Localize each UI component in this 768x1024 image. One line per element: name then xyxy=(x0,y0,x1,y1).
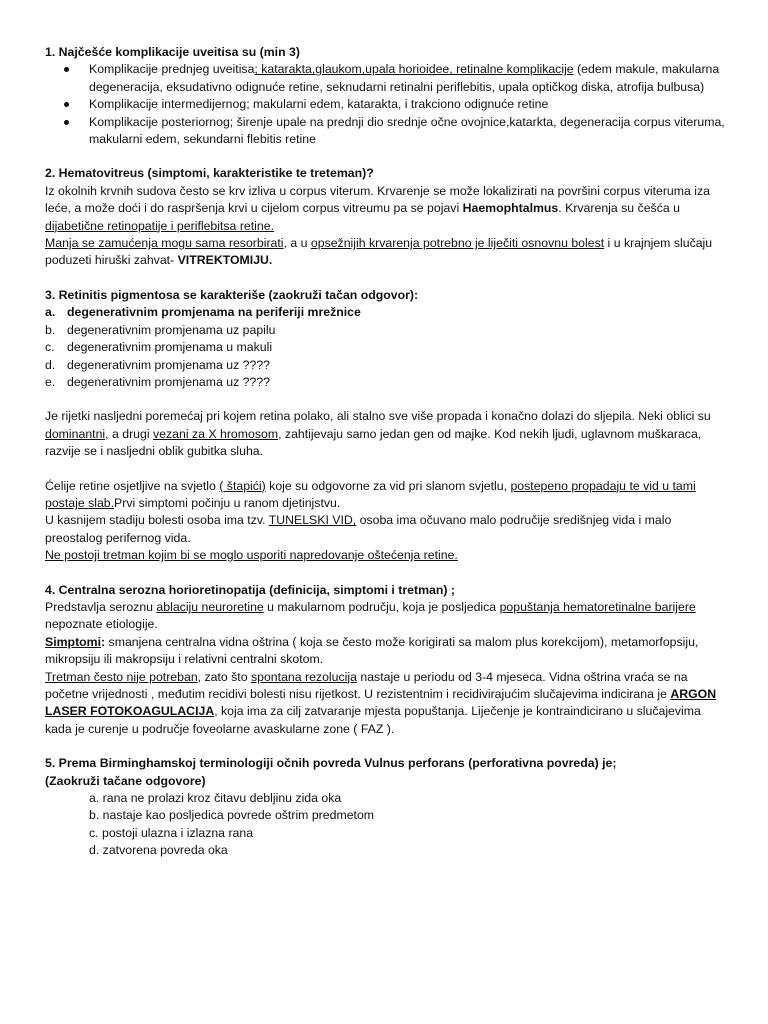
text-run: i u krajnjem slučaju poduzeti hiruški zahvat- xyxy=(45,236,713,268)
text-run: osoba ima očuvano malo područije središnjeg vida i malo preostalog perifernog vida. xyxy=(45,513,672,545)
text-run: Predstavlja seroznu xyxy=(45,599,157,614)
spacer xyxy=(45,738,728,755)
option-text: degenerativnim promjenama na periferiji mrežnice xyxy=(67,305,361,320)
text-run: : xyxy=(101,634,106,649)
text-run: koje su odgovorne za vid pri slanom svjetlu, xyxy=(265,478,511,493)
question-5 xyxy=(45,755,728,859)
bullet-lead: Komplikacije prednjeg uveitisa xyxy=(89,62,255,77)
question-1 xyxy=(45,44,728,148)
underlined-text: dominantni, xyxy=(45,426,109,441)
underlined-text: Simptomi xyxy=(45,634,102,649)
bold-term: VITREKTOMIJU. xyxy=(177,253,273,268)
bullet-text: Komplikacije intermedijernog; makularni edem, katarakta, i trakciono odignuće retine xyxy=(89,97,549,112)
question-1-title: 1. Najčešće komplikacije uveitisa su (min 3) xyxy=(45,45,300,59)
answer-option-a[interactable]: a. rana ne prolazi kroz čitavu debljinu zida oka xyxy=(89,791,342,806)
paragraph xyxy=(45,408,728,460)
text-run: . Krvarenja su češća u xyxy=(558,201,680,216)
paragraph xyxy=(45,599,728,634)
question-5-subtitle: (Zaokruži tačane odgovore) xyxy=(45,773,206,788)
underlined-text: ARGON LASER FOTOKOAGULACIJA xyxy=(45,687,717,719)
bold-term: Haemophtalmus xyxy=(462,201,559,216)
question-3 xyxy=(45,287,728,565)
paragraph xyxy=(45,634,728,669)
option-letter: d. xyxy=(45,357,56,372)
answer-option-b[interactable]: b. nastaje kao posljedica povrede oštrim predmetom xyxy=(89,808,375,823)
option-text: degenerativnim promjenama uz ???? xyxy=(67,357,271,372)
text-run: Ćelije retine osjetljive na svjetlo xyxy=(45,478,220,493)
text-run: , zato što xyxy=(197,669,251,684)
underlined-text: spontana rezolucija xyxy=(250,669,357,684)
question-2 xyxy=(45,165,728,269)
text-run: Je rijetki nasljedni poremećaj pri kojem retina polako, ali stalno sve više propada i konačno dolazi do sljepila. Neki oblici su xyxy=(45,409,711,424)
underlined-text: Tretman često nije potreban xyxy=(45,669,198,684)
text-run: , zahtijevaju samo jedan gen od majke. Kod nekih ljudi, uglavnom muškaraca, razvije se i nasljedni oblik gubitka sluha. xyxy=(45,426,702,459)
question-4 xyxy=(45,582,728,739)
paragraph xyxy=(45,235,728,270)
underlined-text: popuštanja hematoretinalne barijere xyxy=(499,599,696,614)
underlined-text: postepeno propadaju te vid u tami postaje slab. xyxy=(45,478,696,510)
answer-option-c[interactable] xyxy=(45,339,728,356)
underlined-text: Ne postoji tretman kojim bi se moglo usporiti napredovanje oštećenja retine. xyxy=(45,548,458,563)
paragraph xyxy=(45,183,728,235)
question-3-title: 3. Retinitis pigmentosa se karakteriše (zaokruži tačan odgovor): xyxy=(45,287,419,302)
option-letter: a. xyxy=(45,305,56,320)
question-4-title: 4. Centralna serozna horioretinopatija (definicija, simptomi i tretman) ; xyxy=(45,582,455,597)
paragraph xyxy=(45,669,728,739)
underlined-text: opsežnijih krvarenja potrebno je liječiti osnovnu bolest xyxy=(310,236,605,251)
text-run: , a u xyxy=(283,236,311,251)
underlined-text: TUNELSKI VID, xyxy=(268,513,357,528)
answer-option-d[interactable] xyxy=(45,357,728,374)
question-2-title: 2. Hematovitreus (simptomi, karakteristike te treteman)? xyxy=(45,166,374,181)
answer-option-b[interactable] xyxy=(45,322,728,339)
spacer xyxy=(45,391,728,408)
answer-option-c[interactable]: c. postoji ulazna i izlazna rana xyxy=(89,825,254,840)
text-run: smanjena centralna vidna oštrina ( koja se često može korigirati sa malom plus korekcijom), metamorfopsiju, mikropsiju ili makropsiju i relativni centralni skotom. xyxy=(45,634,699,667)
spacer xyxy=(45,148,728,165)
option-letter: c. xyxy=(45,340,55,355)
text-run: nepoznate etiologije. xyxy=(45,617,158,632)
underlined-text: Manja se zamućenja mogu sama resorbirati xyxy=(45,236,284,251)
underlined-text: dijabetične retinopatije i periflebitsa retine. xyxy=(45,218,274,233)
text-run: Prvi simptomi počinju u ranom djetinjstvu. xyxy=(114,495,341,510)
underlined-text: ( štapići) xyxy=(219,478,266,493)
text-run: U kasnijem stadiju bolesti osoba ima tzv. xyxy=(45,513,269,528)
option-text: degenerativnim promjenama u makuli xyxy=(67,340,273,355)
answer-option-e[interactable] xyxy=(45,374,728,391)
complications-list xyxy=(45,61,728,148)
list-item xyxy=(89,61,728,96)
bullet-text: Komplikacije posteriornog; širenje upale na prednji dio srednje očne ovojnice,katarkta, degeneracija corpus viteruma, makularni edem, sekundarni flebitis retine xyxy=(89,114,725,147)
option-text: degenerativnim promjenama uz papilu xyxy=(67,322,276,337)
option-letter: b. xyxy=(45,322,56,337)
text-run: a drugi xyxy=(108,426,154,441)
spacer xyxy=(45,270,728,287)
paragraph xyxy=(45,478,728,513)
option-text: degenerativnim promjenama uz ???? xyxy=(67,374,271,389)
text-run: u makularnom području, koja je posljedica xyxy=(263,599,500,614)
paragraph xyxy=(45,547,728,564)
text-run: nastaje u periodu od 3-4 mjeseca. Vidna oštrina vraća se na početne vrijednosti , međutim recidivi bolesti nisu rijetkost. U rezistentnim i recidivirajućim slučajevima indicirana je xyxy=(45,669,688,701)
answer-options xyxy=(45,304,728,391)
underlined-text: ablaciju neuroretine xyxy=(156,599,264,614)
bullet-underlined: ; katarakta,glaukom,upala horioidee, retinalne komplikacije xyxy=(254,62,574,77)
option-letter: e. xyxy=(45,374,56,389)
bullet-rest: (edem makule, makularna degeneracija, eksudativno odignuće retine, seknudarni retinalni periflebitis, upala optičkog diska, atrofija bulbusa) xyxy=(89,62,720,94)
list-item xyxy=(89,114,728,149)
answer-option-d[interactable]: d. zatvorena povreda oka xyxy=(89,843,228,858)
text-run: Iz okolnih krvnih sudova često se krv izliva u corpus viterum. Krvarenje se može lokalizirati na površini corpus viteruma iza leće, a može doći i do raspršenja krvi u cijelom corpus vitreumu pa se pojavi xyxy=(45,183,710,216)
text-run: , koja ima za cilj zatvaranje mjesta popuštanja. Liječenje je kontraindicirano u slučajevima kada je curenje u područje foveolarne avaskularne zone ( FAZ ). xyxy=(45,704,701,736)
spacer xyxy=(45,461,728,478)
answer-option-a[interactable] xyxy=(45,304,728,321)
spacer xyxy=(45,565,728,582)
question-5-title: 5. Prema Birminghamskoj terminologiji očnih povreda Vulnus perforans (perforativna povreda) je; xyxy=(45,756,617,771)
list-item xyxy=(89,96,728,113)
underlined-text: vezani za X hromosom xyxy=(153,426,279,441)
answer-options xyxy=(45,790,728,860)
paragraph xyxy=(45,512,728,547)
